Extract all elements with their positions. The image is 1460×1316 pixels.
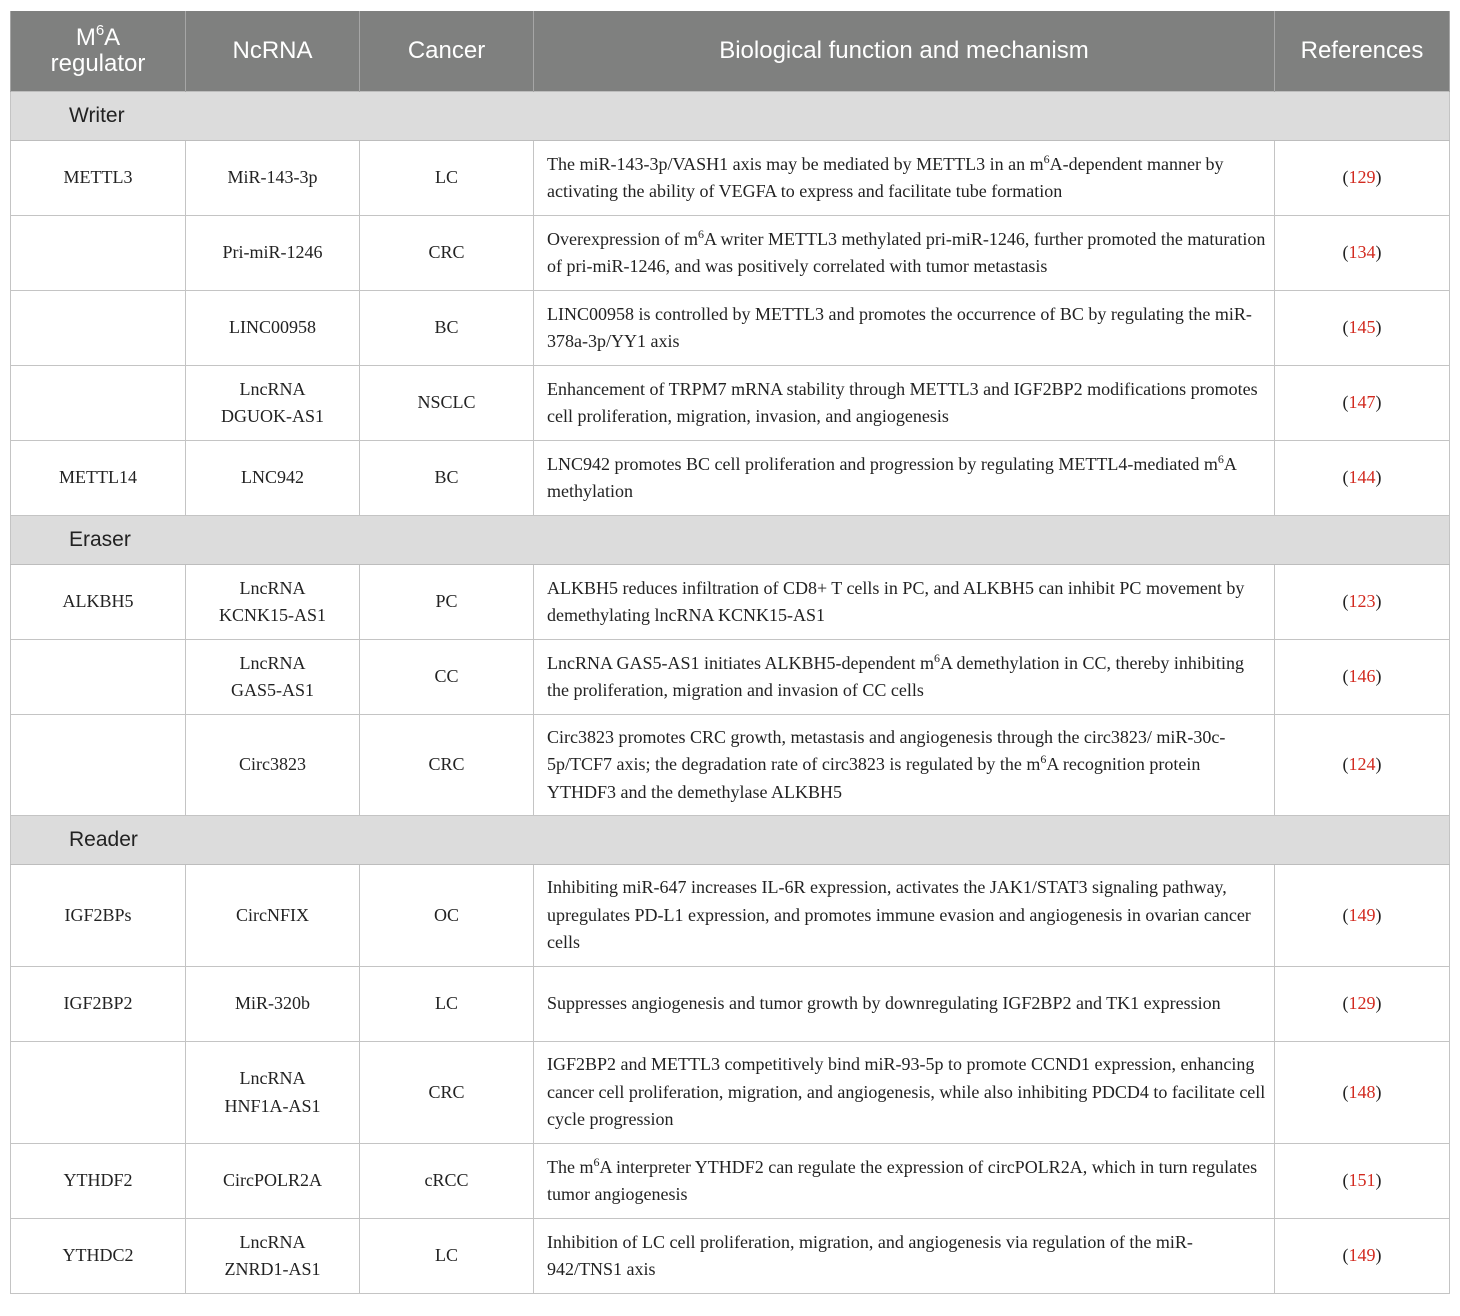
section-row-eraser	[11, 516, 1450, 565]
header-function: Biological function and mechanism	[534, 11, 1275, 92]
cell-regulator: IGF2BP2	[11, 967, 186, 1042]
section-row-writer	[11, 92, 1450, 141]
cell-ncrna: MiR-320b	[186, 967, 360, 1042]
cell-ncrna: CircNFIX	[186, 865, 360, 967]
table-row	[11, 640, 1450, 715]
section-title: Writer	[69, 104, 125, 128]
cell-function: Circ3823 promotes CRC growth, metastasis and angiogenesis through the circ3823/ miR-30c-5p/TCF7 axis; the degradation rate of circ3823 is regulated by the $m^6A$ recognition protein YTHDF3 and the demethylase ALKBH5	[534, 715, 1275, 816]
cell-reference: (148)	[1275, 1042, 1450, 1144]
cell-reference: (147)	[1275, 366, 1450, 441]
table-row	[11, 1219, 1450, 1294]
cell-ncrna: Circ3823	[186, 715, 360, 816]
cell-function: Overexpression of $m^6A$ writer METTL3 methylated pri-miR-1246, further promoted the maturation of pri-miR-1246, and was positively correlated with tumor metastasis	[534, 216, 1275, 291]
cell-function: LINC00958 is controlled by METTL3 and promotes the occurrence of BC by regulating the miR-378a-3p/YY1 axis	[534, 291, 1275, 366]
cell-reference: (123)	[1275, 565, 1450, 640]
cell-ncrna: LncRNA ZNRD1-AS1	[186, 1219, 360, 1294]
table-row	[11, 1042, 1450, 1144]
reference-link: 148	[1348, 1081, 1376, 1102]
cell-function: ALKBH5 reduces infiltration of CD8+ T cells in PC, and ALKBH5 can inhibit PC movement by demethylating lncRNA KCNK15-AS1	[534, 565, 1275, 640]
cell-ncrna: LncRNA HNF1A-AS1	[186, 1042, 360, 1144]
cell-ncrna: LncRNA DGUOK-AS1	[186, 366, 360, 441]
cell-reference: (149)	[1275, 1219, 1450, 1294]
cell-function: Enhancement of TRPM7 mRNA stability through METTL3 and IGF2BP2 modifications promotes cell proliferation, migration, invasion, and angiogenesis	[534, 366, 1275, 441]
cell-ncrna: LncRNA KCNK15-AS1	[186, 565, 360, 640]
table-row	[11, 1144, 1450, 1219]
section-title: Eraser	[69, 528, 131, 552]
cell-function: Suppresses angiogenesis and tumor growth by downregulating IGF2BP2 and TK1 expression	[534, 967, 1275, 1042]
cell-cancer: PC	[360, 565, 534, 640]
cell-regulator	[11, 291, 186, 366]
header-cancer: Cancer	[360, 11, 534, 92]
table-row	[11, 967, 1450, 1042]
cell-reference: (151)	[1275, 1144, 1450, 1219]
cell-reference: (146)	[1275, 640, 1450, 715]
cell-regulator: IGF2BPs	[11, 865, 186, 967]
cell-cancer: LC	[360, 1219, 534, 1294]
cell-function: IGF2BP2 and METTL3 competitively bind miR-93-5p to promote CCND1 expression, enhancing cancer cell proliferation, migration, and angiogenesis, while also inhibiting PDCD4 to facilitate cell cycle progression	[534, 1042, 1275, 1144]
cell-regulator	[11, 715, 186, 816]
cell-regulator	[11, 366, 186, 441]
section-label	[11, 516, 1450, 565]
cell-ncrna: MiR-143-3p	[186, 141, 360, 216]
cell-ncrna: LINC00958	[186, 291, 360, 366]
table-row	[11, 141, 1450, 216]
cell-cancer: BC	[360, 441, 534, 516]
reference-link: 147	[1348, 392, 1376, 413]
reference-link: 129	[1348, 993, 1376, 1014]
header-references: References	[1275, 11, 1450, 92]
cell-reference: (134)	[1275, 216, 1450, 291]
cell-function: The $m^6A$ interpreter YTHDF2 can regulate the expression of circPOLR2A, which in turn regulates tumor angiogenesis	[534, 1144, 1275, 1219]
cell-reference: (129)	[1275, 141, 1450, 216]
reference-link: 144	[1348, 467, 1376, 488]
cell-ncrna: CircPOLR2A	[186, 1144, 360, 1219]
header-row	[11, 11, 1450, 92]
table-row	[11, 715, 1450, 816]
cell-reference: (144)	[1275, 441, 1450, 516]
cell-regulator: ALKBH5	[11, 565, 186, 640]
reference-link: 123	[1348, 591, 1376, 612]
cell-cancer: CC	[360, 640, 534, 715]
cell-regulator: METTL14	[11, 441, 186, 516]
table-row	[11, 291, 1450, 366]
table-row	[11, 366, 1450, 441]
table-row	[11, 441, 1450, 516]
reference-link: 149	[1348, 904, 1376, 925]
reference-link: 151	[1348, 1170, 1376, 1191]
cell-cancer: LC	[360, 141, 534, 216]
reference-link: 145	[1348, 317, 1376, 338]
reference-link: 146	[1348, 666, 1376, 687]
cell-function: LncRNA GAS5-AS1 initiates ALKBH5-dependent $m^6A$ demethylation in CC, thereby inhibiting the proliferation, migration and invasion of CC cells	[534, 640, 1275, 715]
cell-regulator	[11, 640, 186, 715]
section-label	[11, 816, 1450, 865]
cell-cancer: CRC	[360, 1042, 534, 1144]
cell-ncrna: LNC942	[186, 441, 360, 516]
cell-regulator: METTL3	[11, 141, 186, 216]
reference-link: 149	[1348, 1245, 1376, 1266]
table-row	[11, 565, 1450, 640]
section-label	[11, 92, 1450, 141]
m6a-ncrna-table	[10, 11, 1450, 1294]
table-row	[11, 216, 1450, 291]
section-row-reader	[11, 816, 1450, 865]
cell-function: Inhibition of LC cell proliferation, migration, and angiogenesis via regulation of the miR-942/TNS1 axis	[534, 1219, 1275, 1294]
cell-reference: (124)	[1275, 715, 1450, 816]
cell-regulator: YTHDF2	[11, 1144, 186, 1219]
cell-regulator	[11, 216, 186, 291]
cell-cancer: LC	[360, 967, 534, 1042]
cell-cancer: CRC	[360, 715, 534, 816]
cell-cancer: BC	[360, 291, 534, 366]
header-regulator: $M^6A$ regulator	[11, 11, 186, 92]
cell-cancer: cRCC	[360, 1144, 534, 1219]
cell-reference: (129)	[1275, 967, 1450, 1042]
cell-ncrna: Pri-miR-1246	[186, 216, 360, 291]
cell-function: Inhibiting miR-647 increases IL-6R expression, activates the JAK1/STAT3 signaling pathway, upregulates PD-L1 expression, and promotes immune evasion and angiogenesis in ovarian cancer cells	[534, 865, 1275, 967]
cell-cancer: NSCLC	[360, 366, 534, 441]
cell-cancer: CRC	[360, 216, 534, 291]
cell-regulator	[11, 1042, 186, 1144]
cell-reference: (145)	[1275, 291, 1450, 366]
reference-link: 124	[1348, 754, 1376, 775]
reference-link: 129	[1348, 167, 1376, 188]
cell-function: LNC942 promotes BC cell proliferation and progression by regulating METTL4-mediated $m^6A$ methylation	[534, 441, 1275, 516]
section-title: Reader	[69, 828, 138, 852]
cell-reference: (149)	[1275, 865, 1450, 967]
cell-function: The miR-143-3p/VASH1 axis may be mediated by METTL3 in an $m^6A$-dependent manner by activating the ability of VEGFA to express and facilitate tube formation	[534, 141, 1275, 216]
cell-regulator: YTHDC2	[11, 1219, 186, 1294]
cell-cancer: OC	[360, 865, 534, 967]
reference-link: 134	[1348, 242, 1376, 263]
table-row	[11, 865, 1450, 967]
cell-ncrna: LncRNA GAS5-AS1	[186, 640, 360, 715]
header-ncrna: NcRNA	[186, 11, 360, 92]
